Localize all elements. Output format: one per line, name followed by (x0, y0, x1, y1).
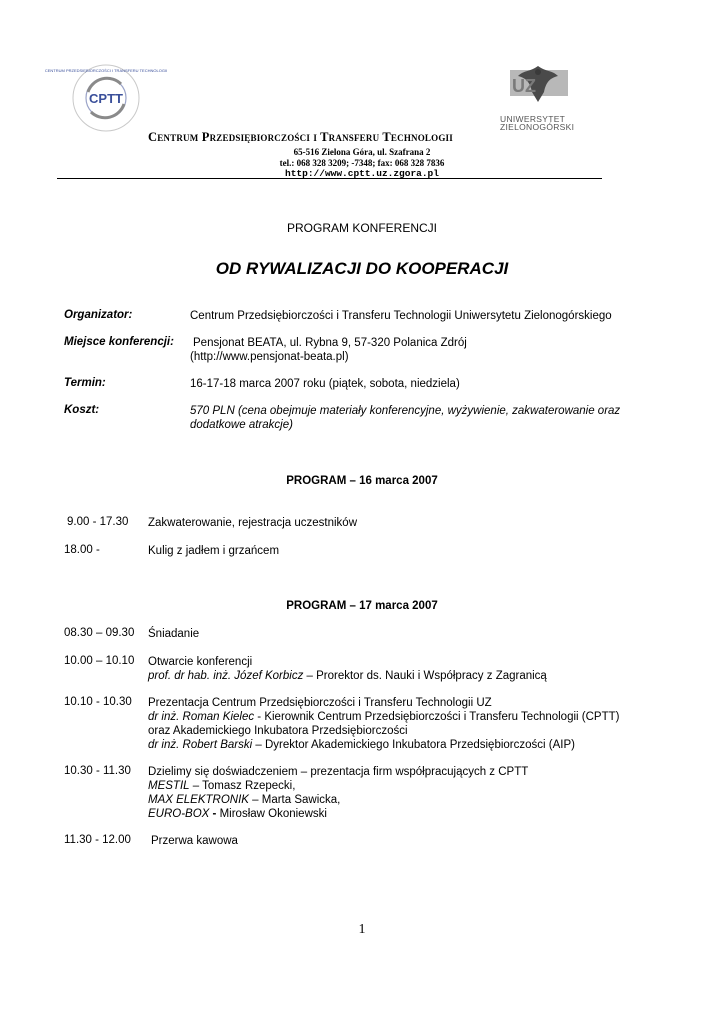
firm2-name: MAX ELEKTRONIK (148, 794, 249, 806)
opening-speaker-name: prof. dr hab. inż. Józef Korbicz (148, 670, 304, 682)
presentation-desc: Prezentacja Centrum Przedsiębiorczości i Transferu Technologii UZ (148, 697, 492, 709)
day1-heading: PROGRAM – 16 marca 2007 (286, 475, 438, 487)
presentation-speaker2 (148, 738, 575, 752)
day1-item1-desc: Zakwaterowanie, rejestracja uczestników (148, 517, 358, 529)
experience-firm1 (148, 779, 295, 793)
experience-firm2 (148, 793, 340, 807)
institution-name: Centrum Przedsiębiorczości i Transferu Technologii (148, 130, 453, 144)
day1-item2-desc: Kulig z jadłem i grzańcem (148, 545, 280, 557)
page-number: 1 (358, 922, 366, 937)
breakfast-desc: Śniadanie (148, 628, 200, 640)
presentation-speaker1-role-cont: oraz Akademickiego Inkubatora Przedsiębiorczości (148, 725, 408, 737)
cptt-logo (44, 62, 168, 134)
opening-speaker (148, 669, 547, 683)
cptt-logo-graphic (44, 62, 168, 134)
experience-desc: Dzielimy się doświadczeniem – prezentacja firm współpracujących z CPTT (148, 766, 529, 778)
opening-time: 10.00 – 10.10 (64, 655, 135, 667)
presentation-speaker1 (148, 710, 619, 724)
organizer-value: Centrum Przedsiębiorczości i Transferu Technologii Uniwersytetu Zielonogórskiego (190, 310, 612, 322)
institution-address: 65-516 Zielona Góra, ul. Szafrana 2 (293, 147, 431, 157)
date-label: Termin: (64, 377, 106, 389)
day1-item1-time: 9.00 - 17.30 (67, 516, 129, 528)
venue-line1: Pensjonat BEATA, ul. Rybna 9, 57-320 Polanica Zdrój (193, 337, 467, 349)
opening-desc: Otwarcie konferencji (148, 656, 253, 668)
document-title: OD RYWALIZACJI DO KOOPERACJI (215, 259, 509, 278)
presentation-speaker2-name: dr inż. Robert Barski (148, 739, 253, 751)
cptt-logo-text: CPTT (89, 91, 123, 106)
breakfast-time: 08.30 – 09.30 (64, 627, 135, 639)
cptt-logo-ring-text: CENTRUM PRZEDSIĘBIORCZOŚCI I TRANSFERU TECHNOLOGII (44, 68, 168, 73)
presentation-speaker1-name: dr inż. Roman Kielec (148, 711, 255, 723)
eagle-icon (500, 62, 576, 110)
presentation-speaker1-role: - Kierownik Centrum Przedsiębiorczości i Transferu Technologii (CPTT) (254, 711, 620, 723)
opening-speaker-role: – Prorektor ds. Nauki i Współpracy z Zagranicą (303, 670, 547, 682)
experience-time: 10.30 - 11.30 (64, 765, 131, 777)
cost-line1: 570 PLN (cena obejmuje materiały konferencyjne, wyżywienie, zakwaterowanie oraz (190, 405, 621, 417)
presentation-time: 10.10 - 10.30 (64, 696, 132, 708)
firm1-name: MESTIL (148, 780, 190, 792)
cost-line2: dodatkowe atrakcje) (190, 419, 293, 431)
firm2-person: – Marta Sawicka, (248, 794, 341, 806)
day2-heading: PROGRAM – 17 marca 2007 (286, 600, 438, 612)
cost-label: Koszt: (64, 404, 100, 416)
uz-caption-line2: ZIELONOGÓRSKI (500, 122, 575, 132)
firm1-person: – Tomasz Rzepecki, (189, 780, 296, 792)
uz-logo-text: UZ (512, 76, 536, 96)
firm3-person: Mirosław Okoniewski (219, 808, 327, 820)
coffee-desc: Przerwa kawowa (151, 835, 238, 847)
date-value: 16-17-18 marca 2007 roku (piątek, sobota, niedziela) (190, 378, 460, 390)
institution-url[interactable]: http://www.cptt.uz.zgora.pl (285, 168, 439, 179)
venue-label: Miejsce konferencji: (64, 336, 174, 348)
firm3-name: EURO-BOX (148, 808, 210, 820)
presentation-speaker2-role: – Dyrektor Akademickiego Inkubatora Przedsiębiorczości (AIP) (252, 739, 575, 751)
venue-line2[interactable]: (http://www.pensjonat-beata.pl) (190, 351, 349, 363)
uz-caption-line1: UNIWERSYTET (500, 114, 566, 124)
institution-phone: tel.: 068 328 3209; -7348; fax: 068 328 7836 (279, 158, 445, 168)
coffee-time: 11.30 - 12.00 (64, 834, 131, 846)
day1-item2-time: 18.00 - (64, 544, 100, 556)
header-divider (57, 178, 602, 179)
organizer-label: Organizator: (64, 309, 133, 321)
firm3-separator: - (209, 808, 220, 820)
experience-firm3 (148, 807, 327, 821)
document-kind: PROGRAM KONFERENCJI (286, 221, 437, 235)
